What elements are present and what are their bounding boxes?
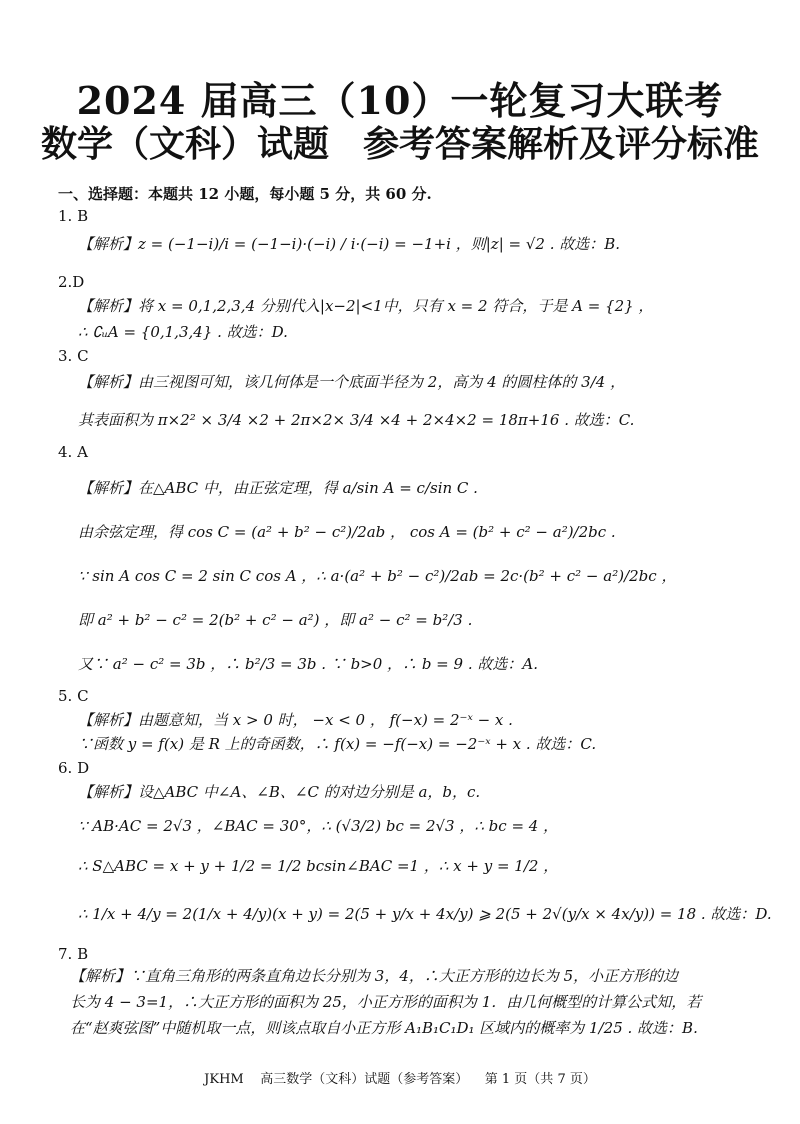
- solution-line: 【解析】z = (−1−i)/i = (−1−i)·(−i) / i·(−i) = −1+i ，则|z| = √2 . 故选：B.: [78, 235, 621, 253]
- question-number: 5. C: [58, 687, 89, 705]
- question-number: 4. A: [58, 443, 88, 461]
- section-heading: 一、选择题：本题共 12 小题，每小题 5 分，共 60 分.: [58, 185, 432, 203]
- subject-title: 数学（文科）试题: [40, 123, 329, 165]
- question-number: 6. D: [58, 759, 90, 777]
- solution-line: ∵ sin A cos C = 2 sin C cos A ，∴ a·(a² + b² − c²)/2ab = 2c·(b² + c² − a²)/2bc ，: [78, 567, 677, 585]
- answer-key-title: 参考答案解析及评分标准: [363, 123, 760, 165]
- exam-title: 2024 届高三（10）一轮复习大联考: [76, 78, 724, 123]
- question-number: 2.D: [58, 273, 85, 291]
- solution-line: 【解析】∵直角三角形的两条直角边长分别为 3，4，∴大正方形的边长为 5，小正方形的边: [70, 967, 679, 985]
- exam-subtitle: [0, 116, 800, 167]
- solution-line: ∵ AB·AC = 2√3 ，∠BAC = 30°，∴ (√3/2) bc = 2√3 ，∴ bc = 4 ，: [78, 817, 559, 835]
- solution-line: ∴ S△ABC = x + y + 1/2 = 1/2 bcsin∠BAC =1 ，∴ x + y = 1/2 ，: [78, 857, 559, 875]
- solution-line: ∴ ∁ᵤA = {0,1,3,4} . 故选：D.: [78, 323, 288, 341]
- solution-line: ∴ 1/x + 4/y = 2(1/x + 4/y)(x + y) = 2(5 + y/x + 4x/y) ⩾ 2(5 + 2√(y/x × 4x/y)) = 18 . 故选：D.: [78, 905, 772, 923]
- solution-line: 又∵ a² − c² = 3b ，∴ b²/3 = 3b . ∵ b>0 ，∴ b = 9 . 故选：A.: [78, 655, 538, 673]
- solution-line: 【解析】在△ABC 中，由正弦定理，得 a/sin A = c/sin C .: [78, 479, 478, 497]
- solution-line: 长为 4 − 3=1，∴大正方形的面积为 25，小正方形的面积为 1．由几何概型的计算公式知，若: [70, 993, 702, 1011]
- solution-line: ∵函数 y = f(x) 是 R 上的奇函数，∴ f(x) = −f(−x) = −2⁻ˣ + x . 故选：C.: [78, 735, 597, 753]
- question-number: 1. B: [58, 207, 89, 225]
- solution-line: 【解析】将 x = 0,1,2,3,4 分别代入|x−2|<1中，只有 x = 2 符合，于是 A = {2} ，: [78, 297, 654, 315]
- solution-line: 其表面积为 π×2² × 3/4 ×2 + 2π×2× 3/4 ×4 + 2×4×2 = 18π+16 . 故选：C.: [78, 411, 635, 429]
- question-number: 7. B: [58, 945, 89, 963]
- solution-line: 【解析】设△ABC 中∠A、∠B、∠C 的对边分别是 a，b，c.: [78, 783, 481, 801]
- question-number: 3. C: [58, 347, 89, 365]
- solution-line: 【解析】由三视图可知，该几何体是一个底面半径为 2，高为 4 的圆柱体的 3/4 ，: [78, 373, 626, 391]
- page-footer: JKHM 高三数学（文科）试题（参考答案） 第 1 页（共 7 页）: [204, 1072, 596, 1087]
- solution-line: 【解析】由题意知，当 x > 0 时， −x < 0 ， f(−x) = 2⁻ˣ − x .: [78, 711, 513, 729]
- solution-line: 在“赵爽弦图”中随机取一点，则该点取自小正方形 A₁B₁C₁D₁ 区域内的概率为 1/25 . 故选：B.: [70, 1019, 698, 1037]
- solution-line: 由余弦定理，得 cos C = (a² + b² − c²)/2ab ， cos A = (b² + c² − a²)/2bc .: [78, 523, 616, 541]
- solution-line: 即 a² + b² − c² = 2(b² + c² − a²) ，即 a² − c² = b²/3 .: [78, 611, 473, 629]
